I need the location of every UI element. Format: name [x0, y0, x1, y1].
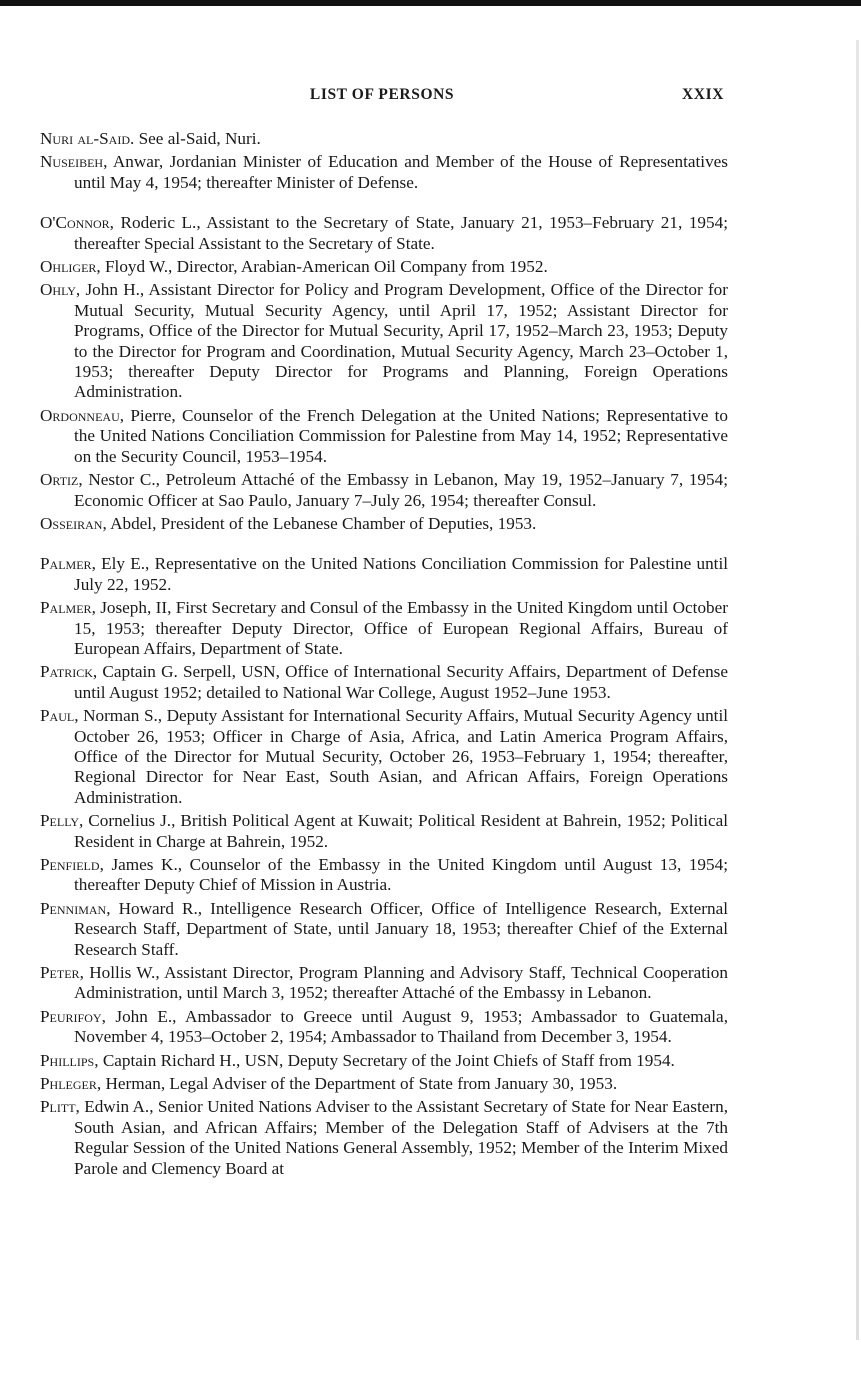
person-entry	[40, 963, 728, 1004]
person-surname: Paul	[40, 706, 75, 726]
person-description: , Roderic L., Assistant to the Secretary of State, January 21, 1953–February 21, 1954; thereafter Special Assistant to the Secretary of State.	[74, 213, 728, 253]
person-entry	[40, 662, 728, 703]
person-surname: Palmer	[40, 554, 92, 574]
person-surname: Peter	[40, 963, 80, 983]
person-surname: Ordonneau	[40, 405, 120, 425]
person-entry	[40, 152, 728, 193]
person-description: , Captain G. Serpell, USN, Office of International Security Affairs, Department of Defense until August 1952; detailed to National War College, August 1952–June 1953.	[74, 662, 728, 702]
person-surname: O'Connor	[40, 213, 110, 233]
group-spacer	[40, 196, 728, 213]
person-entry	[40, 1007, 728, 1048]
person-entry	[40, 554, 728, 595]
person-entry	[40, 280, 728, 402]
person-description: , Cornelius J., British Political Agent at Kuwait; Political Resident at Bahrein, 1952; Political Resident in Charge at Bahrein, 1952.	[74, 811, 728, 851]
person-description: , Abdel, President of the Lebanese Chamber of Deputies, 1953.	[102, 513, 537, 533]
persons-list	[40, 129, 728, 1182]
person-description: , Herman, Legal Adviser of the Department of State from January 30, 1953.	[96, 1074, 618, 1094]
person-surname: Plitt	[40, 1097, 76, 1117]
person-description: , Floyd W., Director, Arabian-American Oil Company from 1952.	[96, 257, 548, 277]
person-description: , John E., Ambassador to Greece until August 9, 1953; Ambassador to Guatemala, November 4, 1953–October 2, 1954; Ambassador to Thailand from December 3, 1954.	[74, 1006, 728, 1047]
person-surname: Nuri al-Said	[40, 129, 130, 148]
person-surname: Penfield	[40, 855, 100, 874]
person-description: , Howard R., Intelligence Research Officer, Office of Intelligence Research, External Research Staff, Department of State, until January 18, 1953; thereafter Chief of the External Research Staff.	[74, 898, 728, 959]
person-entry	[40, 514, 728, 534]
person-surname: Ohly	[40, 280, 76, 300]
person-surname: Penniman	[40, 898, 107, 918]
top-border-rule	[0, 0, 861, 6]
person-description: , Joseph, II, First Secretary and Consul of the Embassy in the United Kingdom until October 15, 1953; thereafter Deputy Director, Office of European Regional Affairs, Bureau of European Affairs, Department of State.	[74, 598, 728, 658]
person-description: , Ely E., Representative on the United Nations Conciliation Commission for Palestine until July 22, 1952.	[74, 554, 728, 594]
person-surname: Patrick	[40, 662, 93, 682]
person-entry	[40, 855, 728, 896]
person-surname: Peurifoy	[40, 1006, 102, 1026]
person-description: , Hollis W., Assistant Director, Program Planning and Advisory Staff, Technical Cooperation Administration, until March 3, 1952; thereafter Attaché of the Embassy in Lebanon.	[74, 963, 728, 1003]
person-surname: Nuseibeh	[40, 152, 104, 172]
page-number: XXIX	[681, 86, 724, 103]
person-entry	[40, 1097, 728, 1179]
person-entry	[40, 129, 728, 149]
letter-group-o	[40, 213, 728, 534]
person-surname: Phleger	[40, 1074, 97, 1094]
person-surname: Osseiran	[40, 513, 103, 533]
person-description: , Norman S., Deputy Assistant for International Security Affairs, Mutual Security Agency until October 26, 1953; Officer in Charge of Asia, Africa, and Latin America Program Affairs, Office of the Director for Mutual Security, October 26, 1953–February 1, 1954; thereafter, Regional Director for Near East, South Asian, and African Affairs, Foreign Operations Administration.	[74, 706, 728, 807]
person-entry	[40, 899, 728, 960]
group-spacer	[40, 537, 728, 554]
person-entry	[40, 598, 728, 659]
person-description: , Edwin A., Senior United Nations Adviser to the Assistant Secretary of State for Near Eastern, South Asian, and African Affairs; Member of the Delegation Staff of Advisers at the 7th Regular Session of the United Nations General Assembly, 1952; Member of the Interim Mixed Parole and Clemency Board at	[74, 1097, 728, 1178]
person-surname: Pelly	[40, 811, 80, 831]
person-surname: Palmer	[40, 598, 92, 618]
person-description: , Anwar, Jordanian Minister of Education and Member of the House of Representatives until May 4, 1954; thereafter Minister of Defense.	[74, 152, 728, 192]
person-entry	[40, 1051, 728, 1071]
person-surname: Phillips	[40, 1050, 95, 1070]
person-description: , John H., Assistant Director for Policy and Program Development, Office of the Director for Mutual Security, Mutual Security Agency, until April 17, 1952; Assistant Director for Programs, Office of the Director for Mutual Security, April 17, 1952–March 23, 1953; Deputy to the Director for Program and Coordination, Mutual Security Agency, March 23–October 1, 1953; thereafter Deputy Director for Programs and Planning, Foreign Operations Administration.	[74, 280, 728, 402]
person-entry	[40, 706, 728, 808]
letter-group-n	[40, 129, 728, 193]
person-description: , Captain Richard H., USN, Deputy Secretary of the Joint Chiefs of Staff from 1954.	[94, 1050, 675, 1070]
person-description: , Pierre, Counselor of the French Delegation at the United Nations; Representative to the United Nations Conciliation Commission for Palestine from May 14, 1952; Representative on the Security Council, 1953–1954.	[74, 405, 728, 466]
person-description: . See al-Said, Nuri.	[129, 129, 261, 148]
person-entry	[40, 1074, 728, 1094]
person-entry	[40, 406, 728, 467]
person-description: , James K., Counselor of the Embassy in the United Kingdom until August 13, 1954; thereafter Deputy Chief of Mission in Austria.	[74, 855, 728, 895]
person-entry	[40, 470, 728, 511]
letter-group-p	[40, 554, 728, 1179]
person-entry	[40, 811, 728, 852]
page-edge-shadow	[856, 40, 859, 1340]
person-surname: Ortiz	[40, 470, 79, 490]
page-header	[40, 86, 724, 108]
person-surname: Ohliger	[40, 257, 97, 277]
person-entry	[40, 213, 728, 254]
person-description: , Nestor C., Petroleum Attaché of the Embassy in Lebanon, May 19, 1952–January 7, 1954; Economic Officer at Sao Paulo, January 7–July 26, 1954; thereafter Consul.	[74, 470, 728, 510]
person-entry	[40, 257, 728, 277]
running-title: LIST OF PERSONS	[309, 86, 455, 103]
